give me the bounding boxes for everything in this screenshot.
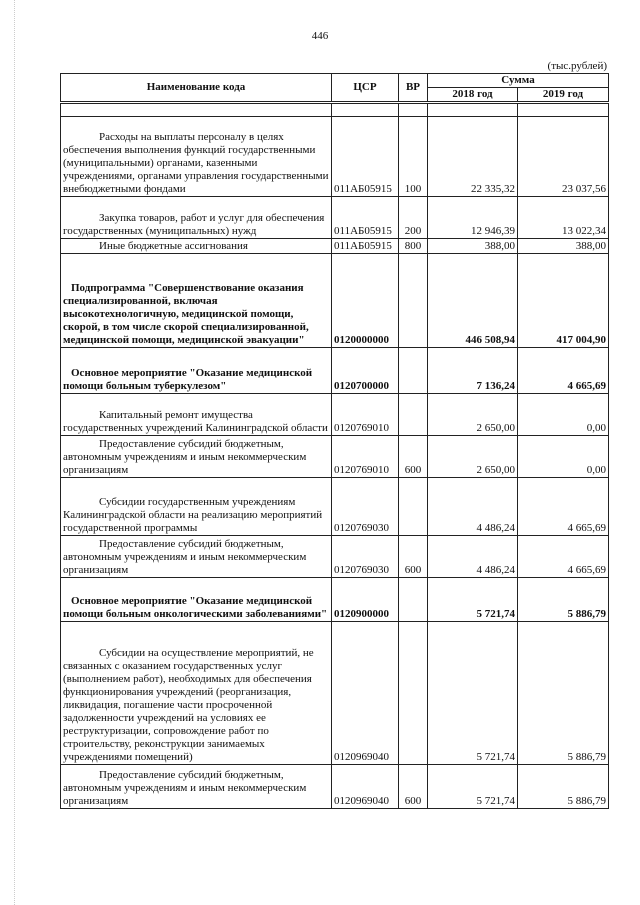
row-vr: 100	[399, 117, 428, 197]
budget-table	[60, 73, 609, 809]
table-row	[61, 239, 609, 254]
header-sum: Сумма	[428, 74, 609, 88]
header-name: Наименование кода	[61, 74, 332, 103]
row-vr	[399, 622, 428, 765]
header-spacer	[61, 103, 609, 117]
row-2018: 4 486,24	[428, 536, 518, 578]
row-csr: 0120969040	[332, 622, 399, 765]
row-name: Субсидии на осуществление мероприятий, не связанных с оказанием государственных услуг (выполнением работ), необходимых для обеспечения функционирования учреждений (реорганизация, ликвидация, погашение части просроченной задолженности учреждений на условиях ее реструктуризации, сопровождение работ по строительству, реконструкции занимаемых учреждениями помещений)	[63, 647, 314, 763]
row-name: Субсидии государственным учреждениям Калининградской области на реализацию мероприятий государственной программы	[63, 496, 323, 534]
row-2018: 446 508,94	[428, 254, 518, 348]
table-row	[61, 478, 609, 536]
row-2019: 0,00	[518, 436, 609, 478]
table-row	[61, 436, 609, 478]
row-vr: 600	[399, 436, 428, 478]
table-row-main-activity	[61, 578, 609, 622]
row-2018: 388,00	[428, 239, 518, 254]
row-2019: 0,00	[518, 394, 609, 436]
row-2018: 5 721,74	[428, 622, 518, 765]
binding-margin	[14, 0, 17, 905]
row-vr	[399, 254, 428, 348]
header-vr: ВР	[399, 74, 428, 103]
row-vr: 800	[399, 239, 428, 254]
row-2019: 5 886,79	[518, 578, 609, 622]
row-csr: 011АБ05915	[332, 197, 399, 239]
row-2018: 12 946,39	[428, 197, 518, 239]
table-row-main-activity	[61, 348, 609, 394]
table-row-subprogram	[61, 254, 609, 348]
row-vr	[399, 348, 428, 394]
row-2019: 388,00	[518, 239, 609, 254]
row-name: Предоставление субсидий бюджетным, автономным учреждениям и иным некоммерческим организациям	[63, 769, 307, 807]
row-vr: 600	[399, 765, 428, 809]
header-year-2019: 2019 год	[518, 88, 609, 103]
row-csr: 011АБ05915	[332, 117, 399, 197]
row-vr	[399, 478, 428, 536]
row-2018: 7 136,24	[428, 348, 518, 394]
row-vr: 200	[399, 197, 428, 239]
row-name: Предоставление субсидий бюджетным, автономным учреждениям и иным некоммерческим организациям	[63, 438, 307, 476]
row-name: Основное мероприятие "Оказание медицинской помощи больным туберкулезом"	[63, 367, 313, 392]
row-2019: 4 665,69	[518, 478, 609, 536]
table-row	[61, 765, 609, 809]
row-csr: 0120000000	[332, 254, 399, 348]
row-2018: 5 721,74	[428, 578, 518, 622]
row-csr: 0120769010	[332, 436, 399, 478]
units-label: (тыс.рублей)	[547, 60, 607, 72]
header-year-2018: 2018 год	[428, 88, 518, 103]
row-name: Иные бюджетные ассигнования	[99, 240, 248, 252]
header-csr: ЦСР	[332, 74, 399, 103]
row-name: Расходы на выплаты персоналу в целях обеспечения выполнения функций государственными (муниципальными) органами, казенными учреждениями, органами управления государственными внебюджетными фондами	[63, 131, 329, 195]
row-name: Подпрограмма "Совершенствование оказания специализированной, включая высокотехнологичную, медицинской помощи, скорой, в том числе скорой специализированной, медицинской помощи, медицинской эвакуации"	[63, 282, 309, 346]
row-csr: 0120900000	[332, 578, 399, 622]
row-2019: 4 665,69	[518, 348, 609, 394]
row-csr: 0120700000	[332, 348, 399, 394]
row-vr	[399, 394, 428, 436]
page-number: 446	[311, 30, 329, 42]
row-2019: 4 665,69	[518, 536, 609, 578]
row-2018: 22 335,32	[428, 117, 518, 197]
row-2019: 417 004,90	[518, 254, 609, 348]
row-csr: 0120769010	[332, 394, 399, 436]
row-name: Основное мероприятие "Оказание медицинской помощи больным онкологическими заболеваниями"	[63, 595, 328, 620]
row-2018: 2 650,00	[428, 394, 518, 436]
row-csr: 0120769030	[332, 478, 399, 536]
row-2018: 5 721,74	[428, 765, 518, 809]
row-vr	[399, 578, 428, 622]
row-csr: 0120769030	[332, 536, 399, 578]
row-2018: 2 650,00	[428, 436, 518, 478]
row-csr: 0120969040	[332, 765, 399, 809]
row-vr: 600	[399, 536, 428, 578]
row-csr: 011АБ05915	[332, 239, 399, 254]
table-row	[61, 394, 609, 436]
row-2019: 5 886,79	[518, 765, 609, 809]
row-2019: 5 886,79	[518, 622, 609, 765]
table-row	[61, 622, 609, 765]
row-2019: 13 022,34	[518, 197, 609, 239]
row-name: Закупка товаров, работ и услуг для обеспечения государственных (муниципальных) нужд	[63, 212, 325, 237]
table-row	[61, 536, 609, 578]
table-row	[61, 117, 609, 197]
row-name: Предоставление субсидий бюджетным, автономным учреждениям и иным некоммерческим организациям	[63, 538, 307, 576]
table-row	[61, 197, 609, 239]
row-2019: 23 037,56	[518, 117, 609, 197]
row-name: Капитальный ремонт имущества государственных учреждений Калининградской области	[63, 409, 328, 434]
row-2018: 4 486,24	[428, 478, 518, 536]
